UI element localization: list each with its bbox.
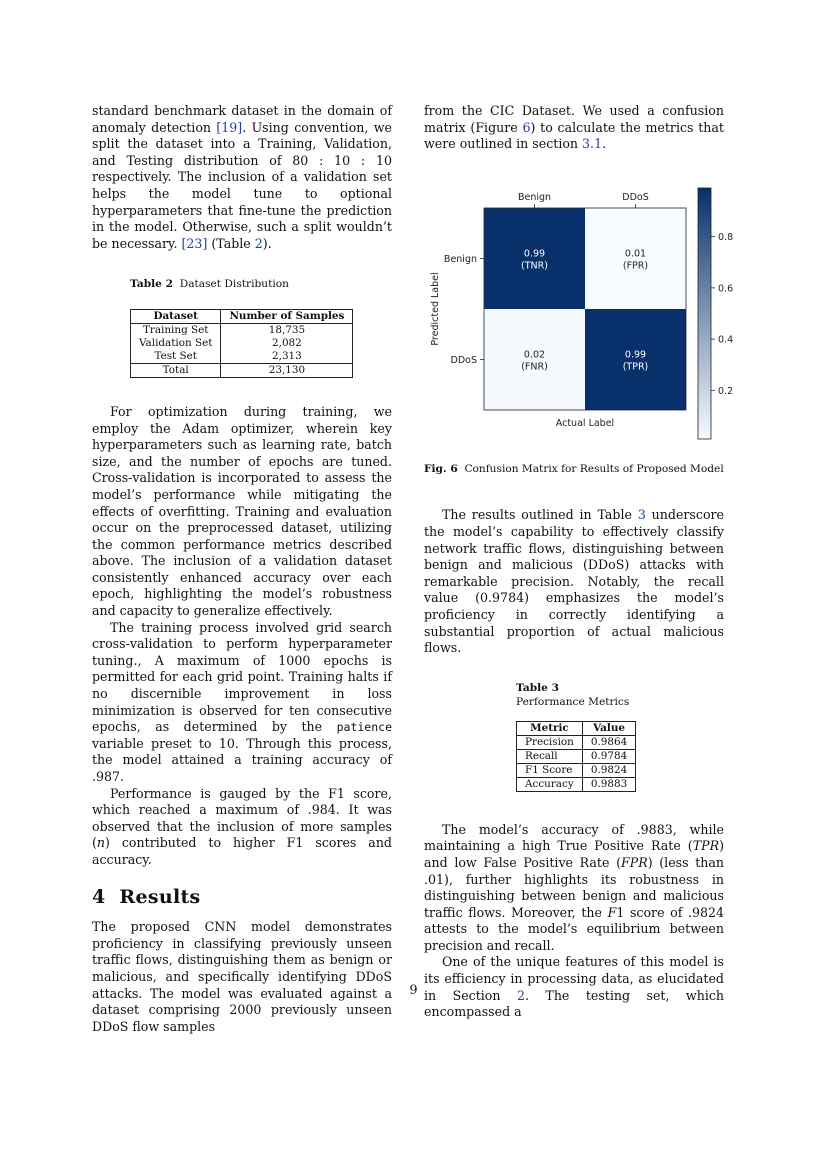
table-2 — [130, 276, 392, 378]
confusion-matrix-chart — [424, 183, 734, 445]
section-ref-link[interactable]: 2 — [516, 987, 525, 1003]
citation-link[interactable]: [23] — [181, 235, 208, 251]
cell-annotation: 0.99 — [523, 248, 546, 260]
table-row: Recall 0.9784 — [517, 749, 636, 763]
colorbar-tick-label: 0.6 — [718, 283, 734, 295]
colorbar-tick-label: 0.8 — [718, 231, 734, 243]
cell-annotation: (TPR) — [622, 361, 649, 373]
paragraph: standard benchmark dataset in the domain of anomaly detection [19]. Using convention, we split the dataset into a Training, Validation, and Testing distribution of 80 : 10 : 10 respectively. The inclusion of a validation set helps the model tune to optional hyperparameters that fine-tune the prediction in the model. Otherwise, such a split wouldn’t be necessary. [23] (Table 2). — [92, 103, 392, 251]
cell-annotation: (FPR) — [622, 260, 649, 272]
paragraph: The model’s accuracy of .9883, while maintaining a high True Positive Rate (TPR) and low False Positive Rate (FPR) (less than .01), further highlights its robustness in distinguishing between benign and malicious traffic flows. Moreover, the F1 score of .9824 attests to the model’s equilibrium between precision and recall. — [424, 821, 725, 953]
table-header: Dataset — [131, 309, 221, 323]
figure-6 — [424, 183, 734, 443]
table-row: Test Set 2,313 — [131, 350, 353, 364]
table-row: F1 Score 0.9824 — [517, 763, 636, 777]
paragraph: For optimization during training, we employ the Adam optimizer, wherein key hyperparameters such as learning rate, batch size, and the number of epochs are tuned. Cross-validation is incorporated to assess the model’s performance while mitigating the effects of overfitting. Training and evaluation occur on the preprocessed dataset, utilizing the common performance metrics described above. The inclusion of a validation dataset consistently enhanced accuracy over each epoch, highlighting the model’s robustness and capacity to generalize effectively. — [92, 403, 392, 619]
table-row: Accuracy 0.9883 — [517, 777, 636, 791]
cell-annotation: 0.02 — [523, 349, 546, 361]
dataset-distribution-table — [130, 309, 353, 378]
cell-annotation: (TNR) — [521, 260, 548, 272]
table-row: Validation Set 2,082 — [131, 337, 353, 350]
table-header: Metric — [517, 721, 583, 735]
table-row: Precision 0.9864 — [517, 735, 636, 749]
cell-annotation: (FNR) — [521, 361, 548, 373]
paragraph: The results outlined in Table 3 underscore the model’s capability to effectively classify network traffic flows, distinguishing between benign and malicious (DDoS) attacks with remarkable precision. Notably, the recall value (0.9784) emphasizes the model’s proficiency in correctly identifying a substantial proportion of actual malicious flows. — [424, 507, 724, 656]
table-row: Total 23,130 — [131, 363, 353, 377]
section-ref-link[interactable]: 3.1 — [582, 136, 603, 152]
y-tick-label: Benign — [443, 253, 477, 265]
y-tick-label: DDoS — [450, 354, 477, 366]
paragraph: One of the unique features of this model is its efficiency in processing data, as elucidated in Section 2. The testing set, which encompassed a — [424, 954, 725, 1020]
table-row: Training Set 18,735 — [131, 323, 353, 337]
paragraph: Performance is gauged by the F1 score, which reached a maximum of .984. It was observed that the inclusion of more samples (n) contributed to higher F1 scores and accuracy. — [92, 785, 392, 867]
colorbar-tick-label: 0.4 — [718, 334, 734, 346]
x-tick-label: DDoS — [622, 191, 649, 203]
paragraph: The proposed CNN model demonstrates proficiency in classifying previously unseen traffic flows, distinguishing them as benign or malicious, and specifically identifying DDoS attacks. The model was evaluated against a dataset comprising 2000 previously unseen DDoS flow samples — [92, 919, 392, 1034]
table-header: Value — [582, 721, 635, 735]
table-caption: Table 3 Performance Metrics — [516, 681, 630, 708]
figure-caption: Fig. 6 Confusion Matrix for Results of Proposed Model — [424, 462, 724, 475]
x-tick-label: Benign — [517, 191, 552, 203]
paragraph: The training process involved grid search cross-validation to perform hyperparameter tuning., A maximum of 1000 epochs is permitted for each grid point. Training halts if no discernible improvement in loss minimization is observed for ten consecutive epochs, as determined by the patience variable preset to 10. Through this process, the model attained a training accuracy of .987. — [92, 619, 392, 784]
table-ref-link[interactable]: 2 — [254, 235, 263, 251]
right-column — [424, 103, 734, 1021]
cell-annotation: 0.01 — [624, 248, 647, 260]
colorbar — [698, 188, 711, 439]
section-heading: 4 Results — [92, 885, 201, 908]
paragraph: from the CIC Dataset. We used a confusion matrix (Figure 6) to calculate the metrics that were outlined in section 3.1. — [424, 103, 724, 152]
colorbar-tick-label: 0.2 — [718, 385, 734, 397]
table-ref-link[interactable]: 3 — [637, 507, 646, 523]
table-header: Number of Samples — [221, 309, 353, 323]
performance-metrics-table — [516, 721, 636, 792]
left-column — [92, 103, 392, 1035]
page-number: 9 — [409, 982, 418, 997]
y-axis-label: Predicted Label — [430, 272, 441, 346]
cell-annotation: 0.99 — [624, 349, 647, 361]
x-axis-label: Actual Label — [555, 417, 615, 429]
table-caption: Table 2 Dataset Distribution — [130, 278, 289, 291]
figure-ref-link[interactable]: 6 — [522, 119, 531, 135]
citation-link[interactable]: [19] — [216, 119, 243, 135]
table-3 — [516, 681, 724, 792]
